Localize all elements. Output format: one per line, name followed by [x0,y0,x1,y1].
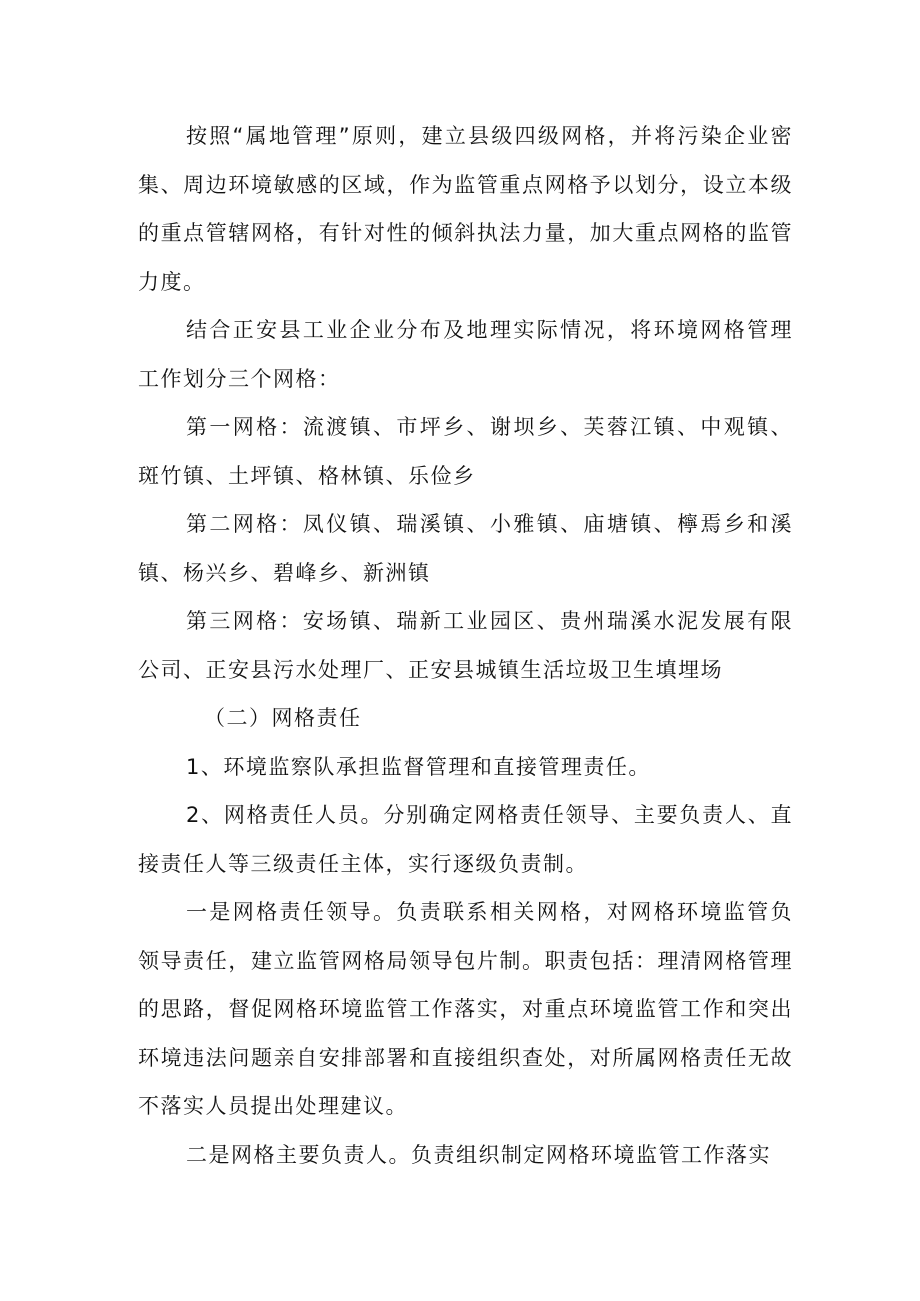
paragraph-item-2: 2、网格责任人员。分别确定网格责任领导、主要负责人、直接责任人等三级责任主体，实行逐级负责制。 [138,803,793,876]
paragraph-responsible-leader: 一是网格责任领导。负责联系相关网格，对网格环境监管负领导责任，建立监管网格局领导包片制。职责包括：理清网格管理的思路，督促网格环境监管工作落实，对重点环境监管工作和突出环境违法问题亲自安排部署和直接组织查处，对所属网格责任无故不落实人员提出处理建议。 [138,900,793,1118]
paragraph-third-grid: 第三网格：安场镇、瑞新工业园区、贵州瑞溪水泥发展有限公司、正安县污水处理厂、正安县城镇生活垃圾卫生填埋场 [138,609,793,682]
paragraph-item-1: 1、环境监察队承担监督管理和直接管理责任。 [186,754,651,779]
paragraph-second-grid: 第二网格：凤仪镇、瑞溪镇、小雅镇、庙塘镇、檸焉乡和溪镇、杨兴乡、碧峰乡、新洲镇 [138,512,793,585]
paragraph-first-grid: 第一网格：流渡镇、市坪乡、谢坝乡、芙蓉江镇、中观镇、斑竹镇、土坪镇、格林镇、乐俭乡 [138,415,793,488]
section-heading-grid-responsibility: （二）网格责任 [204,706,362,730]
paragraph-jurisdiction-principle: 按照“属地管理”原则，建立县级四级网格，并将污染企业密集、周边环境敏感的区域，作为监管重点网格予以划分，设立本级的重点管辖网格，有针对性的倾斜执法力量，加大重点网格的监管力度。 [138,124,793,294]
paragraph-grid-division-intro: 结合正安县工业企业分布及地理实际情况，将环境网格管理工作划分三个网格： [138,318,793,391]
document-body [138,112,793,1179]
paragraph-main-responsible-person: 二是网格主要负责人。负责组织制定网格环境监管工作落实 [186,1142,771,1167]
